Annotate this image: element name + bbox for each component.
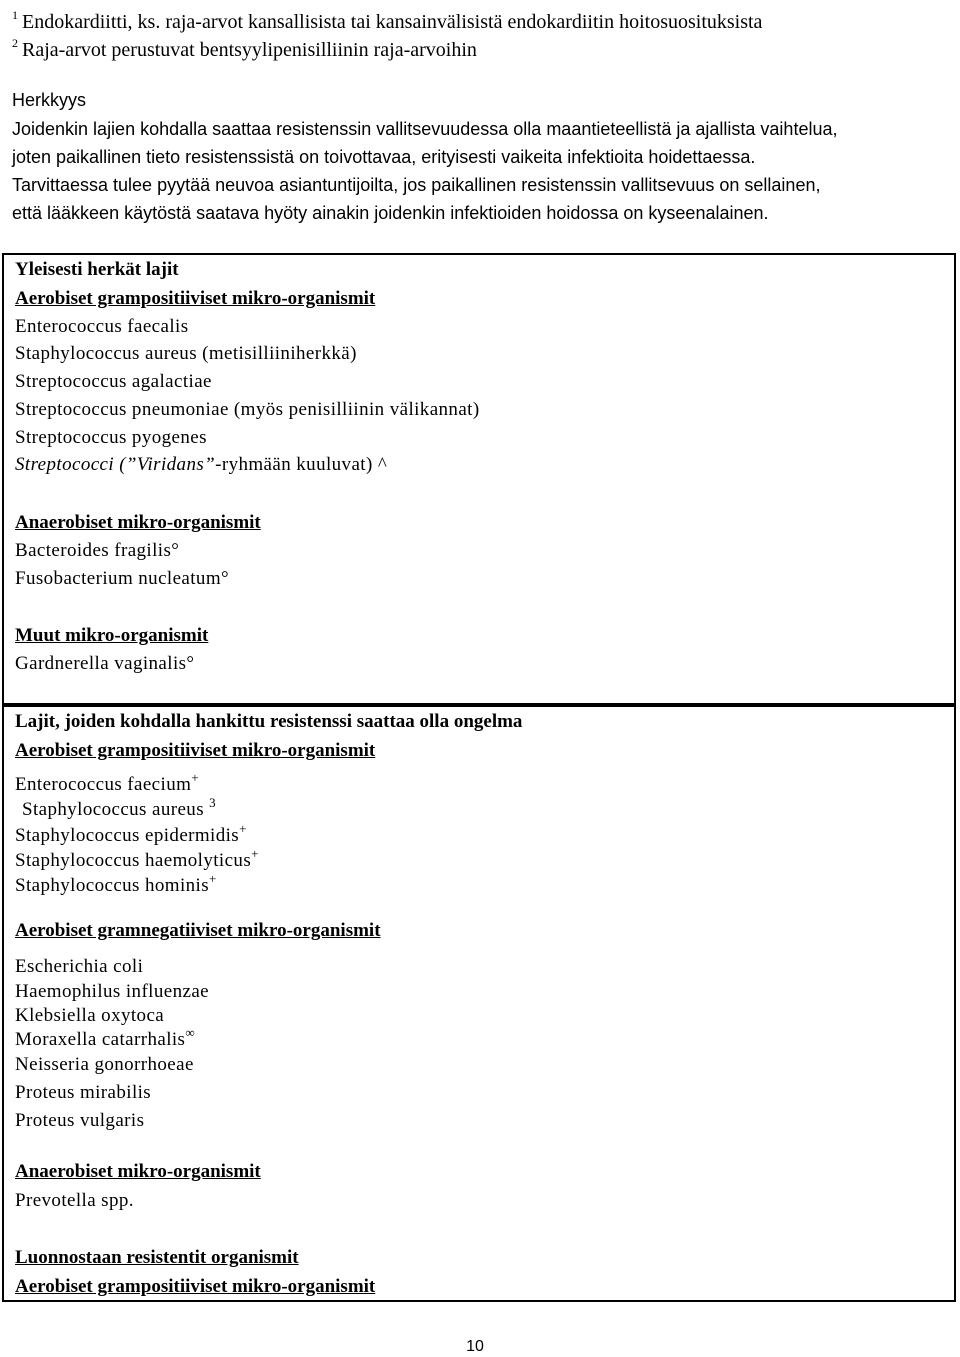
organism-item — [15, 1046, 194, 1077]
footnote-text: Raja-arvot perustuvat bentsyylipenisilliinin raja-arvoihin — [22, 39, 477, 61]
organism-item: Fusobacterium nucleatum° — [15, 568, 230, 589]
footnote-mark: + — [239, 821, 247, 836]
footnote-mark: + — [209, 871, 217, 886]
organism-item: Streptococcus agalactiae — [15, 371, 212, 392]
footnote-mark: 1 — [12, 8, 18, 22]
organism-item: Enterococcus faecalis — [15, 316, 189, 337]
organism-item: Gardnerella vaginalis° — [15, 653, 195, 674]
organism-name: Enterococcus faecium — [15, 774, 192, 795]
organism-name: Proteus mirabilis — [15, 1082, 152, 1103]
footnote-mark: ∞ — [185, 1025, 196, 1040]
organism-item: Prevotella spp. — [15, 1190, 134, 1211]
organism-name: Staphylococcus haemolyticus — [15, 850, 252, 871]
organism-name: Haemophilus influenzae — [15, 981, 209, 1002]
group-heading: Aerobiset grampositiiviset mikro-organismit — [15, 288, 376, 309]
organism-item — [15, 1102, 144, 1133]
paragraph-line: Joidenkin lajien kohdalla saattaa resistenssin vallitsevuudessa olla maantieteellistä ja ajallista vaihtelua, — [12, 119, 838, 139]
organism-name: Proteus vulgaris — [15, 1110, 145, 1131]
category-title: Yleisesti herkät lajit — [15, 259, 179, 280]
footnote-mark: 3 — [209, 795, 217, 810]
organism-name: Staphylococcus epidermidis — [15, 825, 240, 846]
organism-item: Staphylococcus aureus (metisilliiniherkkä) — [15, 343, 357, 364]
organism-name: Klebsiella oxytoca — [15, 1005, 165, 1026]
organism-name: Escherichia coli — [15, 956, 144, 977]
footnote-mark: 2 — [12, 36, 18, 50]
group-heading: Anaerobiset mikro-organismit — [15, 1161, 261, 1182]
organism-name: Streptococci (”Viridans” — [15, 454, 216, 475]
group-heading: Muut mikro-organismit — [15, 625, 209, 646]
organism-name: Neisseria gonorrhoeae — [15, 1054, 194, 1075]
organism-item: Streptococcus pyogenes — [15, 427, 207, 448]
footnote-mark: + — [251, 846, 259, 861]
group-heading: Aerobiset grampositiiviset mikro-organismit — [15, 1276, 376, 1297]
paragraph-line: joten paikallinen tieto resistenssistä on toivottavaa, erityisesti vaikeita infektioita hoidettaessa. — [12, 147, 756, 167]
organism-item — [15, 1074, 151, 1105]
footnote-text: Endokardiitti, ks. raja-arvot kansallisista tai kansainvälisistä endokardiitin hoitosuosituksista — [22, 11, 763, 33]
organism-name: Moraxella catarrhalis — [15, 1029, 186, 1050]
footnote-mark: + — [191, 770, 200, 785]
page-number: 10 — [466, 1338, 484, 1355]
susceptibility-table-cell — [2, 253, 956, 705]
organism-item — [15, 867, 217, 898]
footnote-2 — [12, 31, 477, 62]
section-title: Herkkyys — [12, 90, 87, 110]
organism-item: Streptococcus pneumoniae (myös penisilliinin välikannat) — [15, 399, 480, 420]
category-title: Lajit, joiden kohdalla hankittu resistenssi saattaa olla ongelma — [15, 711, 523, 732]
organism-name: Staphylococcus aureus — [22, 799, 204, 820]
group-heading: Aerobiset gramnegatiiviset mikro-organismit — [15, 920, 381, 941]
organism-item — [15, 453, 387, 477]
organism-item: Bacteroides fragilis° — [15, 540, 180, 561]
organism-name: Staphylococcus hominis — [15, 875, 210, 896]
susceptibility-table-cell — [2, 705, 956, 1302]
paragraph-line: Tarvittaessa tulee pyytää neuvoa asiantuntijoilta, jos paikallinen resistenssin vallitsevuus on sellainen, — [12, 175, 821, 195]
group-heading: Aerobiset grampositiiviset mikro-organismit — [15, 740, 376, 761]
paragraph-line: että lääkkeen käytöstä saatava hyöty ainakin joidenkin infektioiden hoidossa on kyseenalainen. — [12, 203, 769, 223]
footnote-1 — [12, 3, 762, 34]
organism-qualifier: -ryhmään kuuluvat) ^ — [215, 454, 388, 475]
category-title: Luonnostaan resistentit organismit — [15, 1247, 299, 1268]
group-heading: Anaerobiset mikro-organismit — [15, 512, 261, 533]
